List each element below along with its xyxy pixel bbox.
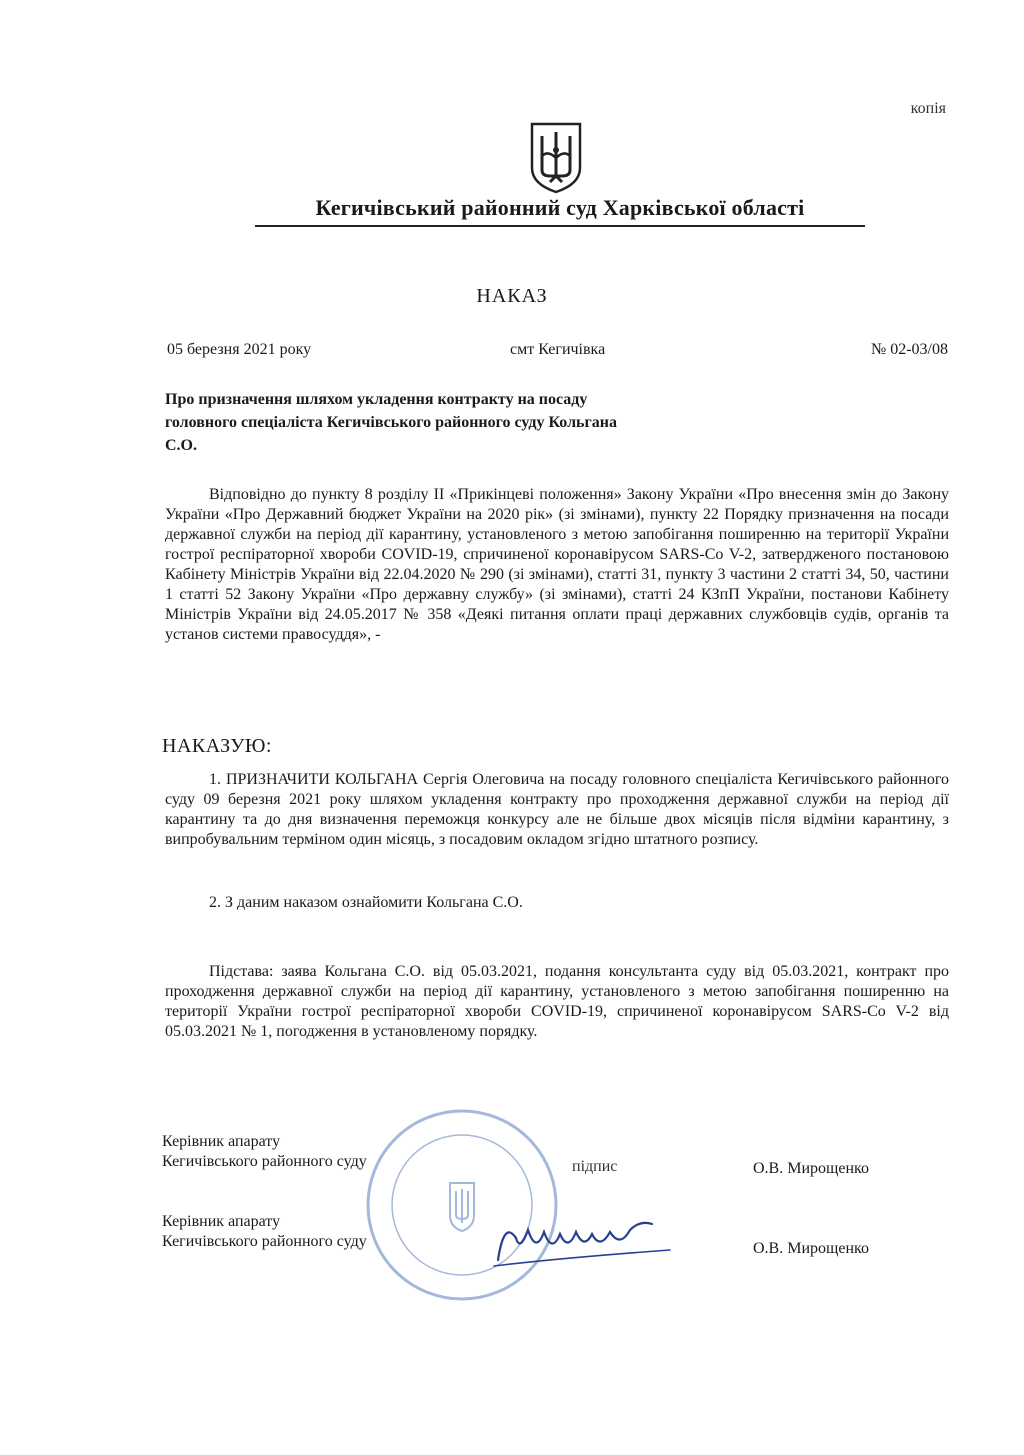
preamble-paragraph: Відповідно до пункту 8 розділу II «Прикінцеві положення» Закону України «Про внесення змін до Закону України «Про Державний бюджет України на 2020 рік» (зі змінами), пункту 22 Порядку призначення на посади державної служби на період дії карантину, установленого з метою запобігання поширенню на території України гострої респіраторної хвороби COVID-19, спричиненої коронавірусом SARS-Co V-2, затвердженого постановою Кабінету Міністрів України від 22.04.2020 № 290 (зі змінами), статті 31, пункту 3 частини 2 статті 34, 50, частини 1 статті 52 Закону України «Про державну службу» (зі змінами), статті 24 КЗпП України, постанови Кабінету Міністрів України від 24.05.2017 № 358 «Деякі питання оплати праці державних службовців судів, органів та установ системи правосуддя», -: [165, 486, 949, 643]
signatory-name-2: О.В. Мирощенко: [753, 1240, 869, 1257]
document-title: НАКАЗ: [476, 285, 548, 307]
court-name-heading: Кегичівський районний суд Харківської області: [255, 195, 865, 227]
order-verb-heading: НАКАЗУЮ:: [162, 735, 272, 757]
order-item-2: 2. З даним наказом ознайомити Кольгана С.О.: [209, 894, 523, 911]
basis-paragraph: Підстава: заява Кольгана С.О. від 05.03.2021, подання консультанта суду від 05.03.2021, контракт про проходження державної служби на період дії карантину, установленого з метою запобігання поширенню на території України гострої респіраторної хвороби COVID-19, спричиненої коронавірусом SARS-Co V-2 від 05.03.2021 № 1, погодження в установленому порядку.: [165, 963, 949, 1040]
trident-emblem-icon: [528, 120, 584, 194]
document-date: 05 березня 2021 року: [167, 341, 312, 358]
handwritten-signature: [480, 1210, 690, 1270]
signature-note: підпис: [572, 1158, 618, 1175]
document-subject: Про призначення шляхом укладення контракту на посаду головного спеціаліста Кегичівського районного суду Кольгана С.О.: [165, 391, 617, 454]
signatory-title-1: [162, 1132, 367, 1172]
signatory-organization: Кегичівського районного суду: [162, 1153, 367, 1170]
signatory-organization: Кегичівського районного суду: [162, 1233, 367, 1250]
document-place: смт Кегичівка: [510, 341, 606, 358]
copy-mark: копія: [910, 100, 946, 117]
signatory-position: Керівник апарату: [162, 1133, 281, 1150]
document-number: № 02-03/08: [870, 341, 948, 358]
court-stamp-seal: [362, 1105, 562, 1305]
order-item-1: 1. ПРИЗНАЧИТИ КОЛЬГАНА Сергія Олеговича на посаду головного спеціаліста Кегичівського районного суду 09 березня 2021 року шляхом укладення контракту про проходження державної служби на період дії карантину та до дня визначення переможця конкурсу але не більше двох місяців після відміни карантину, з випробувальним терміном один місяць, з посадовим окладом згідно штатного розпису.: [165, 771, 949, 848]
signatory-name-1: О.В. Мирощенко: [753, 1160, 869, 1177]
signatory-title-2: [162, 1212, 367, 1252]
signatory-position: Керівник апарату: [162, 1213, 281, 1230]
